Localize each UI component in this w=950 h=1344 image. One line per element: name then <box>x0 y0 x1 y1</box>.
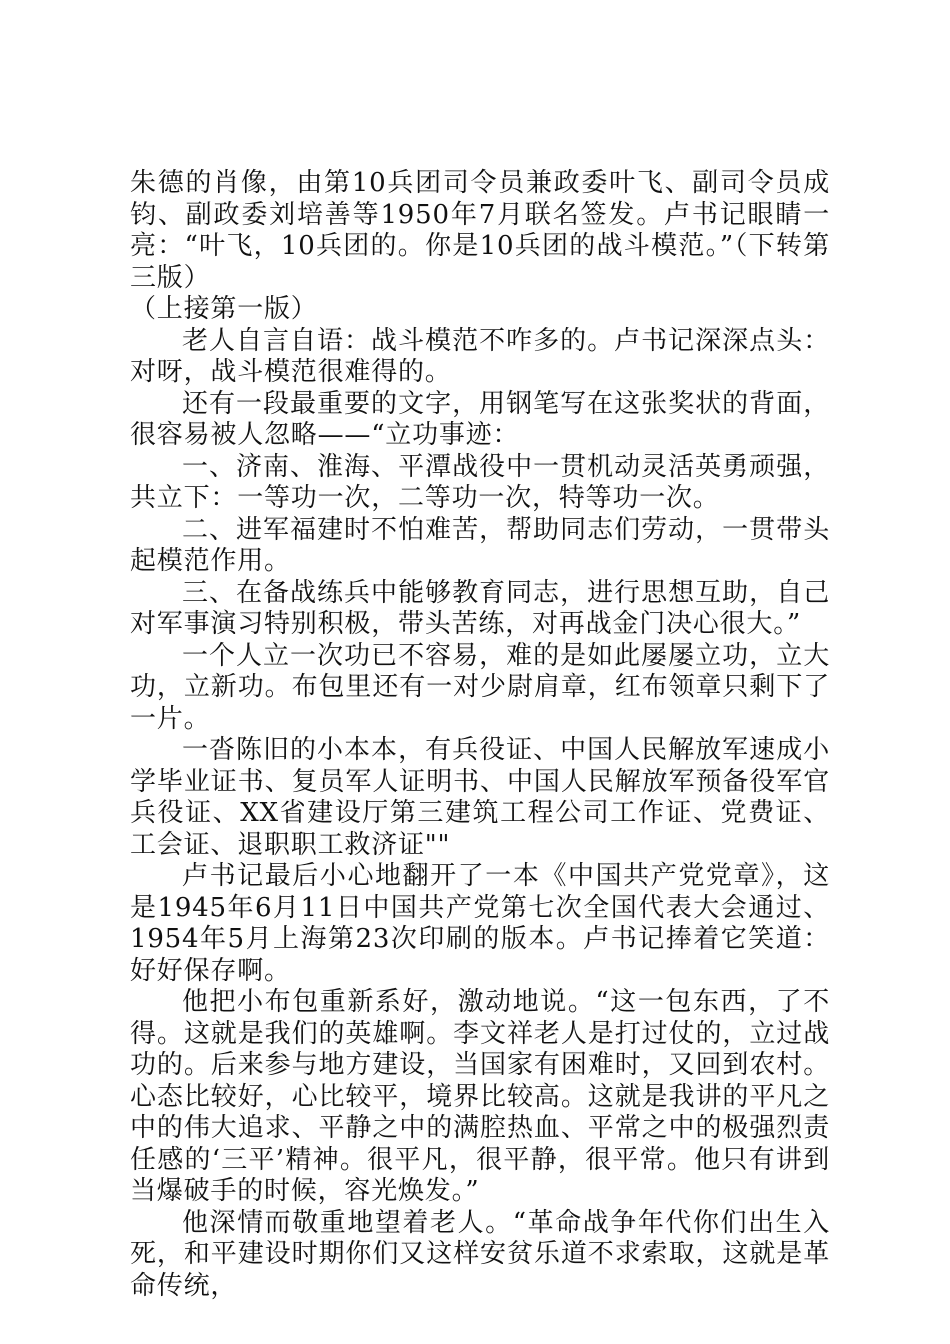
paragraph-10: 卢书记最后小心地翻开了一本《中国共产党党章》，这是1945年6月11日中国共产党第七次全国代表大会通过、1954年5月上海第23次印刷的版本。卢书记捧着它笑道：好好保存啊。 <box>130 861 830 986</box>
paragraph-3: 老人自言自语：战斗模范不咋多的。卢书记深深点头：对呀，战斗模范很难得的。 <box>130 325 830 387</box>
paragraph-8: 一个人立一次功已不容易，难的是如此屡屡立功，立大功，立新功。布包里还有一对少尉肩章，红布领章只剩下了一片。 <box>130 640 830 734</box>
paragraph-6: 二、进军福建时不怕难苦，帮助同志们劳动，一贯带头起模范作用。 <box>130 514 830 576</box>
document-page <box>130 168 830 1302</box>
paragraph-5: 一、济南、淮海、平潭战役中一贯机动灵活英勇顽强，共立下：一等功一次，二等功一次，特等功一次。 <box>130 451 830 513</box>
paragraph-7: 三、在备战练兵中能够教育同志，进行思想互助，自己对军事演习特别积极，带头苦练，对再战金门决心很大。” <box>130 577 830 639</box>
paragraph-11: 他把小布包重新系好，激动地说。“这一包东西，了不得。这就是我们的英雄啊。李文祥老人是打过仗的，立过战功的。后来参与地方建设，当国家有困难时，又回到农村。心态比较好，心比较平，境界比较高。这就是我讲的平凡之中的伟大追求、平静之中的满腔热血、平常之中的极强烈责任感的‘三平’精神。很平凡，很平静，很平常。他只有讲到当爆破手的时候，容光焕发。” <box>130 987 830 1206</box>
paragraph-1: 朱德的肖像，由第10兵团司令员兼政委叶飞、副司令员成钧、副政委刘培善等1950年7月联名签发。卢书记眼睛一亮：“叶飞，10兵团的。你是10兵团的战斗模范。”（下转第三版） <box>130 168 830 293</box>
paragraph-4: 还有一段最重要的文字，用钢笔写在这张奖状的背面，很容易被人忽略——“立功事迹： <box>130 388 830 450</box>
paragraph-9: 一沓陈旧的小本本，有兵役证、中国人民解放军速成小学毕业证书、复员军人证明书、中国人民解放军预备役军官兵役证、XX省建设厅第三建筑工程公司工作证、党费证、工会证、退职职工救济证"" <box>130 735 830 860</box>
paragraph-2: （上接第一版） <box>130 294 318 324</box>
paragraph-12: 他深情而敬重地望着老人。“革命战争年代你们出生入死，和平建设时期你们又这样安贫乐道不求索取，这就是革命传统， <box>130 1207 830 1301</box>
